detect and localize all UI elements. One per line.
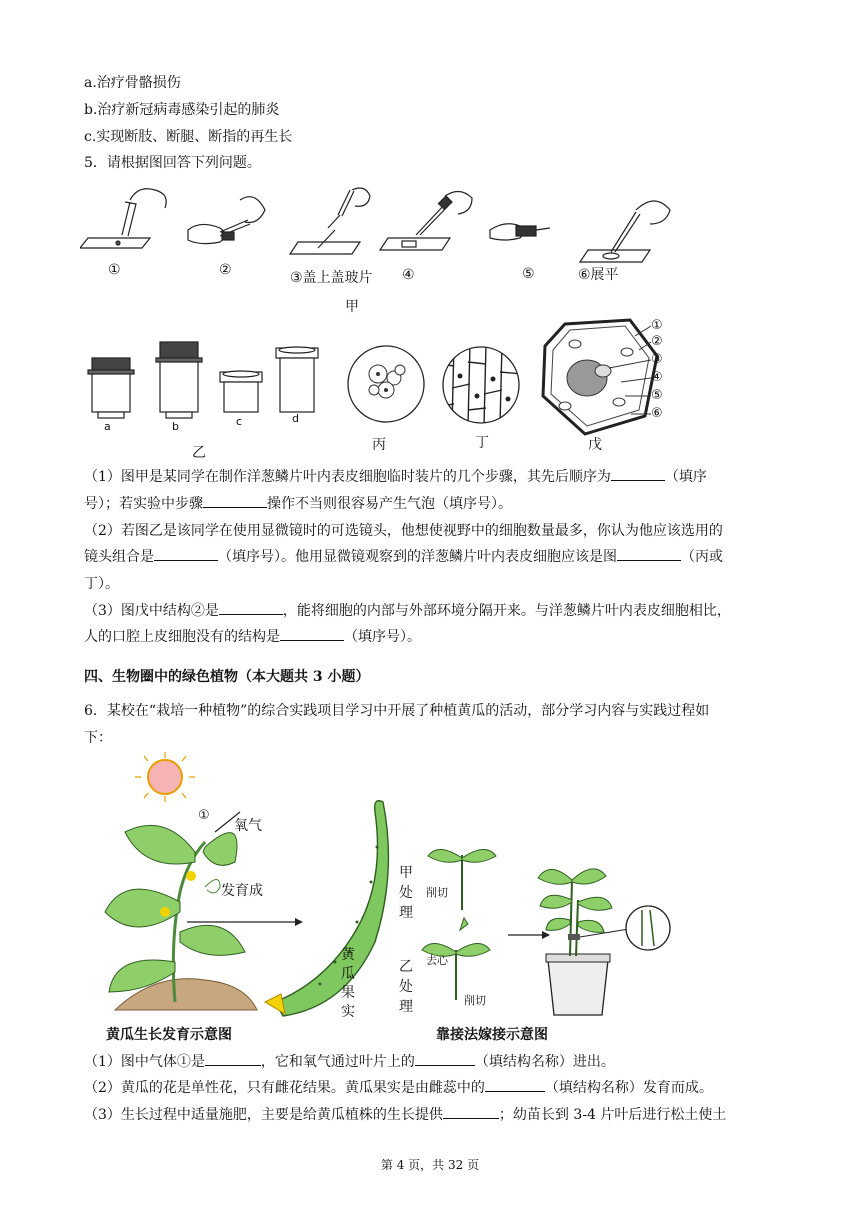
fruit-label-3: 果 — [341, 985, 355, 1001]
q5-sub3-line2 — [84, 626, 421, 646]
wu-number-5: ⑤ — [651, 388, 663, 403]
jia-label-3: 理 — [399, 905, 413, 921]
q6-stem-line1: 6．某校在“栽培一种植物”的综合实践项目学习中开展了种植黄瓜的活动，部分学习内容与实践过程如 — [84, 703, 710, 719]
answer-blank — [443, 1104, 499, 1119]
step-label-2: ② — [219, 262, 232, 278]
q6-sub3-text-b: ；幼苗长到 3-4 片叶后进行松土使土 — [498, 1107, 727, 1123]
lens-label-a: a — [104, 420, 111, 433]
q5-sub1-text-b: （填序 — [664, 469, 707, 485]
step-label-1: ① — [108, 262, 121, 278]
q5-sub2-line3: 丁）。 — [84, 576, 119, 592]
fruit-label-4: 实 — [341, 1004, 355, 1020]
step-label-3: ③盖上盖玻片 — [290, 270, 373, 286]
page-footer: 第 4 页，共 32 页 — [380, 1158, 480, 1172]
answer-blank — [203, 493, 267, 508]
q6-sub1-text-b: ，它和氧气通过叶片上的 — [260, 1054, 415, 1070]
answer-blank — [219, 600, 283, 615]
q5-sub1-text: （1）图甲是某同学在制作洋葱鳞片叶内表皮细胞临时装片的几个步骤，其先后顺序为 — [84, 469, 611, 485]
yi-label-3: 理 — [399, 999, 413, 1015]
yi-label-1: 乙 — [399, 959, 413, 975]
answer-blank — [280, 626, 344, 641]
lens-label-d: d — [292, 412, 299, 425]
q6-sub2 — [84, 1077, 713, 1097]
q6-sub1 — [84, 1051, 615, 1071]
figure-ding-caption: 丁 — [475, 435, 489, 451]
q5-sub3-text-c: 人的口腔上皮细胞没有的结构是 — [84, 629, 280, 645]
option-a: a.治疗骨骼损伤 — [84, 75, 181, 91]
answer-blank — [205, 1051, 261, 1066]
answer-blank — [415, 1051, 475, 1066]
cut-label-2: 削切 — [464, 994, 486, 1007]
q5-sub2-line2 — [84, 546, 723, 566]
q6-sub3-text: （3）生长过程中适量施肥，主要是给黄瓜植株的生长提供 — [84, 1107, 443, 1123]
wu-number-3: ③ — [651, 352, 663, 367]
q6-sub3 — [84, 1104, 726, 1124]
wu-number-2: ② — [651, 334, 663, 349]
q5-sub3-text: （3）图戊中结构②是 — [84, 603, 219, 619]
jia-label-1: 甲 — [399, 865, 413, 881]
q5-sub1-text-c: 号）；若实验中步骤 — [84, 496, 203, 512]
step-label-6: ⑥展平 — [578, 267, 619, 283]
q6-stem-line2: 下： — [84, 730, 112, 746]
fruit-label-2: 瓜 — [341, 966, 355, 982]
q5-stem: 5．请根据图回答下列问题。 — [84, 155, 261, 171]
q5-sub3-line1 — [84, 600, 731, 620]
step-label-5: ⑤ — [522, 266, 535, 282]
figure-yi-caption: 乙 — [192, 445, 206, 461]
growth-caption: 黄瓜生长发育示意图 — [106, 1027, 232, 1043]
figure-wu-caption: 戊 — [588, 437, 602, 453]
develop-label: 发育成 — [221, 883, 263, 899]
wu-number-6: ⑥ — [651, 406, 663, 421]
q6-sub2-text-b: （填结构名称）发育而成。 — [544, 1080, 713, 1096]
q6-sub2-text: （2）黄瓜的花是单性花，只有雌花结果。黄瓜果实是由雌蕊中的 — [84, 1080, 485, 1096]
step-label-4: ④ — [402, 267, 415, 283]
figure-bing-cells — [346, 344, 426, 424]
wu-number-1: ① — [651, 318, 663, 333]
q5-sub1-text-d: 操作不当则很容易产生气泡（填序号）。 — [267, 496, 512, 512]
option-c: c.实现断肢、断腿、断指的再生长 — [84, 129, 293, 145]
cut-label-1: 削切 — [426, 886, 448, 899]
answer-blank — [154, 546, 218, 561]
q5-sub3-text-b: ，能将细胞的内部与外部环境分隔开来。与洋葱鳞片叶内表皮细胞相比， — [282, 603, 731, 619]
grafting-caption: 靠接法嫁接示意图 — [436, 1027, 548, 1043]
wu-number-4: ④ — [651, 370, 663, 385]
jia-label-2: 处 — [399, 885, 413, 901]
lens-label-b: b — [172, 420, 179, 433]
figure-jia-steps — [80, 180, 680, 310]
q5-sub1-line2 — [84, 493, 512, 513]
q5-sub1-line1 — [84, 466, 707, 486]
lens-label-c: c — [236, 415, 243, 428]
figure-ding-cells — [440, 344, 522, 426]
q5-sub2-text-b: （填序号）。他用显微镜观察到的洋葱鳞片叶内表皮细胞应该是图 — [218, 549, 617, 565]
q5-sub2-text-c: （丙或 — [681, 549, 723, 565]
answer-blank — [611, 466, 665, 481]
heart-label: 去心 — [426, 954, 448, 967]
oxygen-label: 氧气 — [234, 818, 262, 834]
figure-bing-caption: 丙 — [372, 437, 386, 453]
option-b: b.治疗新冠病毒感染引起的肺炎 — [84, 102, 280, 118]
fruit-label-1: 黄 — [341, 947, 355, 963]
q5-sub2-line1: （2）若图乙是该同学在使用显微镜时的可选镜头，他想使视野中的细胞数量最多，你认为他应该选用的 — [84, 523, 723, 539]
q6-sub1-text-c: （填结构名称）进出。 — [474, 1054, 615, 1070]
figure-grafting — [410, 840, 675, 1025]
gas-label: ① — [198, 808, 210, 823]
yi-label-2: 处 — [399, 979, 413, 995]
answer-blank — [485, 1077, 545, 1092]
q5-sub2-text: 镜头组合是 — [84, 549, 154, 565]
answer-blank — [617, 546, 681, 561]
figure-jia-caption: 甲 — [345, 299, 359, 315]
section-title: 四、生物圈中的绿色植物（本大题共 3 小题） — [84, 669, 370, 685]
q6-sub1-text: （1）图中气体①是 — [84, 1054, 205, 1070]
q5-sub3-text-d: （填序号）。 — [344, 629, 421, 645]
